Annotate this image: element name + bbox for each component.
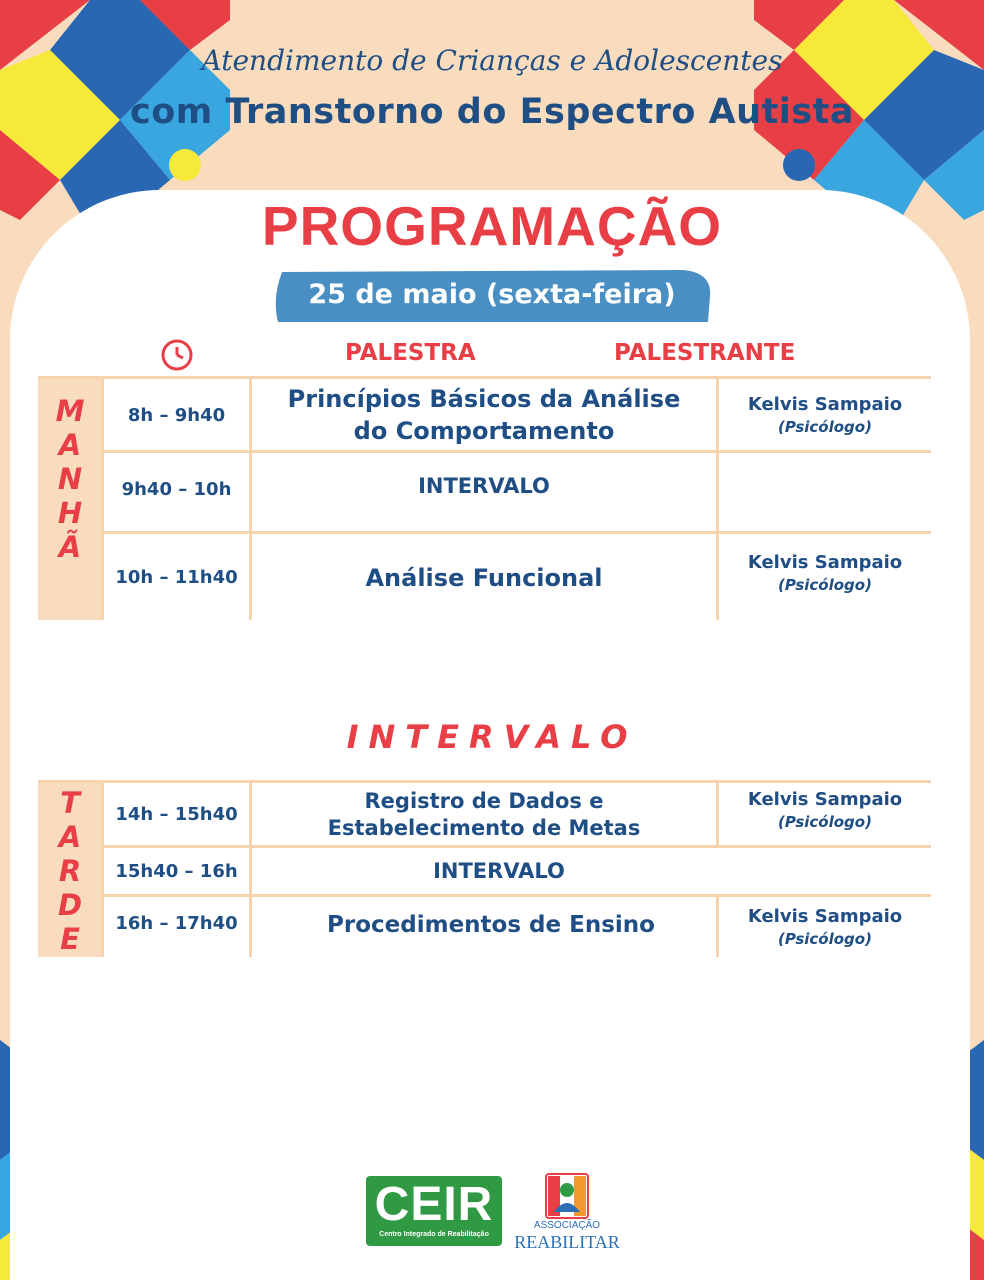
morning-letter: A xyxy=(58,428,82,462)
morning-letter: Ã xyxy=(58,530,82,564)
talk-cell xyxy=(252,380,716,450)
speaker-role: (Psicólogo) xyxy=(778,813,872,831)
afternoon-letter: A xyxy=(58,820,82,854)
morning-letter: M xyxy=(55,394,85,428)
speaker-name: Kelvis Sampaio xyxy=(747,552,903,573)
time-cell: 15h40 – 16h xyxy=(115,860,238,882)
talk-cell xyxy=(252,784,716,846)
speaker-cell xyxy=(719,382,931,448)
morning-letter: H xyxy=(57,496,83,530)
lunch-interval-heading: INTERVALO xyxy=(346,718,638,756)
time-cell: 14h – 15h40 xyxy=(115,803,238,825)
time-cell: 8h – 9h40 xyxy=(127,404,226,426)
ceir-logo xyxy=(366,1176,502,1246)
time-cell: 16h – 17h40 xyxy=(115,912,238,934)
talk-cell: INTERVALO xyxy=(418,474,550,498)
speaker-cell xyxy=(719,784,931,836)
speaker-cell xyxy=(719,900,931,954)
reabilitar-logo-line1: ASSOCIAÇÃO xyxy=(533,1220,601,1231)
talk-title-line: do Comportamento xyxy=(353,417,615,445)
header-subtitle: Atendimento de Crianças e Adolescentes xyxy=(201,44,783,77)
afternoon-letter: E xyxy=(60,922,80,956)
divider xyxy=(38,780,931,783)
divider xyxy=(38,376,931,379)
divider xyxy=(102,450,931,453)
event-date: 25 de maio (sexta-feira) xyxy=(308,279,676,310)
morning-label xyxy=(38,394,102,564)
speaker-name: Kelvis Sampaio xyxy=(747,906,903,927)
morning-letter: N xyxy=(57,462,83,496)
page-title: PROGRAMAÇÃO xyxy=(261,195,723,257)
time-cell: 10h – 11h40 xyxy=(115,566,238,588)
talk-title-line: Estabelecimento de Metas xyxy=(327,816,641,840)
column-header-speaker: PALESTRANTE xyxy=(614,340,796,366)
talk-cell: Análise Funcional xyxy=(365,564,603,592)
talk-title-line: Registro de Dados e xyxy=(364,789,604,813)
afternoon-letter: T xyxy=(60,786,80,820)
talk-cell: Procedimentos de Ensino xyxy=(327,911,655,938)
column-header-talk: PALESTRA xyxy=(345,340,476,366)
divider xyxy=(102,531,931,534)
talk-title-line: Princípios Básicos da Análise xyxy=(287,385,681,413)
ceir-logo-subtitle: Centro Integrado de Reabilitação xyxy=(379,1231,489,1238)
afternoon-label xyxy=(38,786,102,956)
clock-icon xyxy=(160,338,194,372)
talk-cell: INTERVALO xyxy=(433,859,565,883)
speaker-role: (Psicólogo) xyxy=(778,930,872,948)
afternoon-letter: D xyxy=(57,888,83,922)
time-cell: 9h40 – 10h xyxy=(121,478,232,500)
speaker-role: (Psicólogo) xyxy=(778,576,872,594)
speaker-cell xyxy=(719,538,931,608)
speaker-name: Kelvis Sampaio xyxy=(747,394,903,415)
reabilitar-logo-icon xyxy=(544,1172,590,1220)
afternoon-letter: R xyxy=(58,854,82,888)
speaker-role: (Psicólogo) xyxy=(778,418,872,436)
speaker-name: Kelvis Sampaio xyxy=(747,789,903,810)
header-title: com Transtorno do Espectro Autista xyxy=(130,92,854,132)
reabilitar-logo-line2: REABILITAR xyxy=(514,1232,620,1252)
ceir-logo-text: CEIR xyxy=(374,1178,494,1231)
